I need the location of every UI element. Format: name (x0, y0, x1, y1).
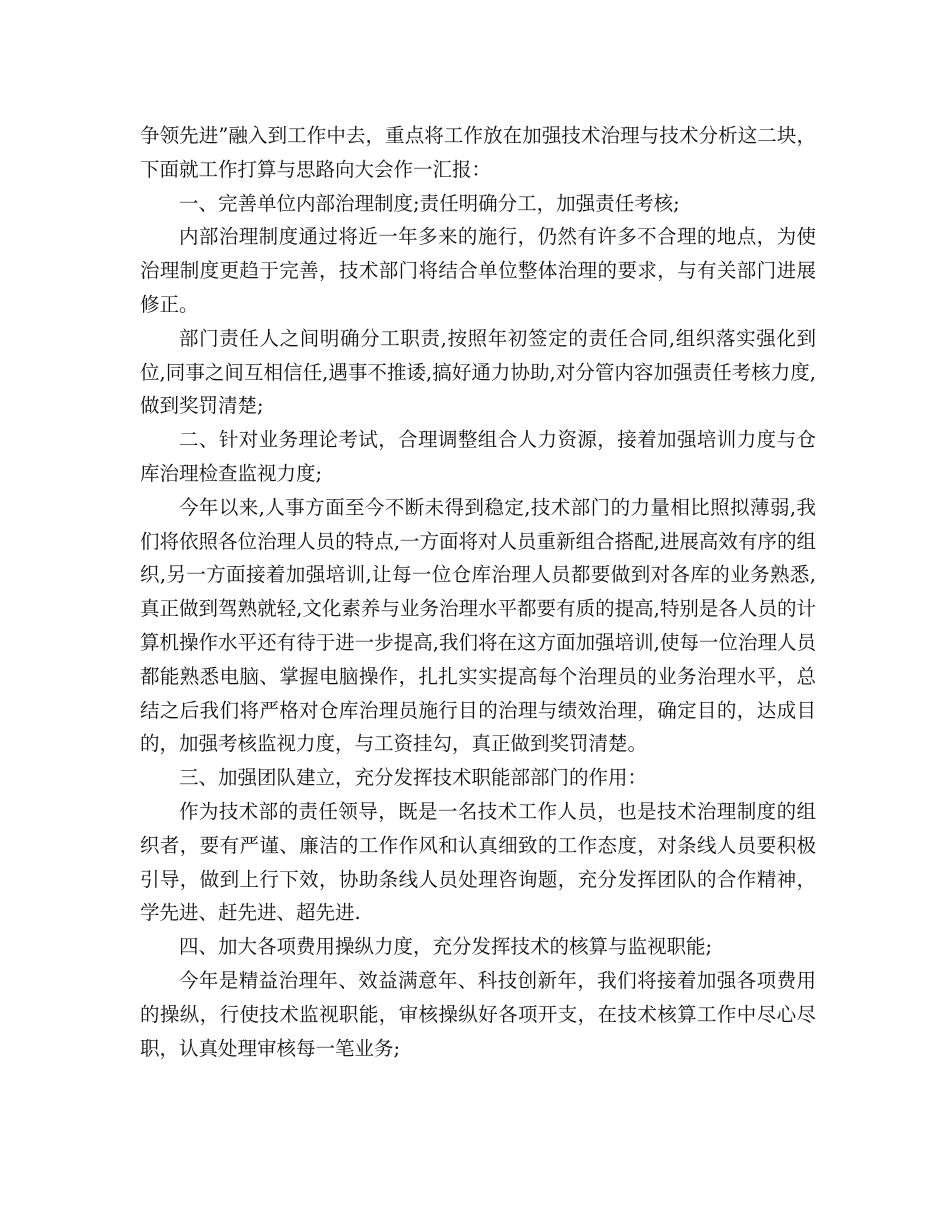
paragraph-3: 内部治理制度通过将近一年多来的施行，仍然有许多不合理的地点，为使治理制度更趋于完善，技术部门将结合单位整体治理的要求，与有关部门进展修正。 (140, 225, 816, 316)
paragraph-9: 四、加大各项费用操纵力度，充分发挥技术的核算与监视职能; (179, 935, 713, 959)
paragraph-4: 部门责任人之间明确分工职责,按照年初签定的责任合同,组织落实强化到位,同事之间互相信任,遇事不推诿,搞好通力协助,对分管内容加强责任考核力度,做到奖罚清楚; (140, 326, 816, 418)
paragraph-10: 今年是精益治理年、效益满意年、科技创新年，我们将接着加强各项费用的操纵，行使技术监视职能，审核操纵好各项开支，在技术核算工作中尽心尽职，认真处理审核每一笔业务; (140, 968, 816, 1060)
paragraph-7: 三、加强团队建立，充分发挥技术职能部部门的作用： (179, 766, 648, 790)
document-body (140, 119, 816, 1065)
paragraph-1: 争领先进”融入到工作中去，重点将工作放在加强技术治理与技术分析这二块，下面就工作打算与思路向大会作一汇报： (140, 124, 816, 181)
paragraph-2: 一、完善单位内部治理制度;责任明确分工，加强责任考核; (179, 191, 680, 215)
paragraph-5: 二、针对业务理论考试，合理调整组合人力资源，接着加强培训力度与仓库治理检查监视力度; (140, 428, 816, 485)
paragraph-8: 作为技术部的责任领导，既是一名技术工作人员，也是技术治理制度的组织者，要有严谨、廉洁的工作作风和认真细致的工作态度，对条线人员要积极引导，做到上行下效，协助条线人员处理咨询题，充分发挥团队的合作精神，学先进、赶先进、超先进. (140, 799, 816, 925)
paragraph-6: 今年以来,人事方面至今不断未得到稳定,技术部门的力量相比照拟薄弱,我们将依照各位治理人员的特点,一方面将对人员重新组合搭配,进展高效有序的组织,另一方面接着加强培训,让每一位仓库治理人员都要做到对各库的业务熟悉,真正做到驾熟就轻,文化素养与业务治理水平都要有质的提高,特别是各人员的计算机操作水平还有待于进一步提高,我们将在这方面加强培训,使每一位治理人员都能熟悉电脑、掌握电脑操作，扎扎实实提高每个治理员的业务治理水平，总结之后我们将严格对仓库治理员施行目的治理与绩效治理，确定目的，达成目的，加强考核监视力度，与工资挂勾，真正做到奖罚清楚。 (140, 495, 816, 756)
